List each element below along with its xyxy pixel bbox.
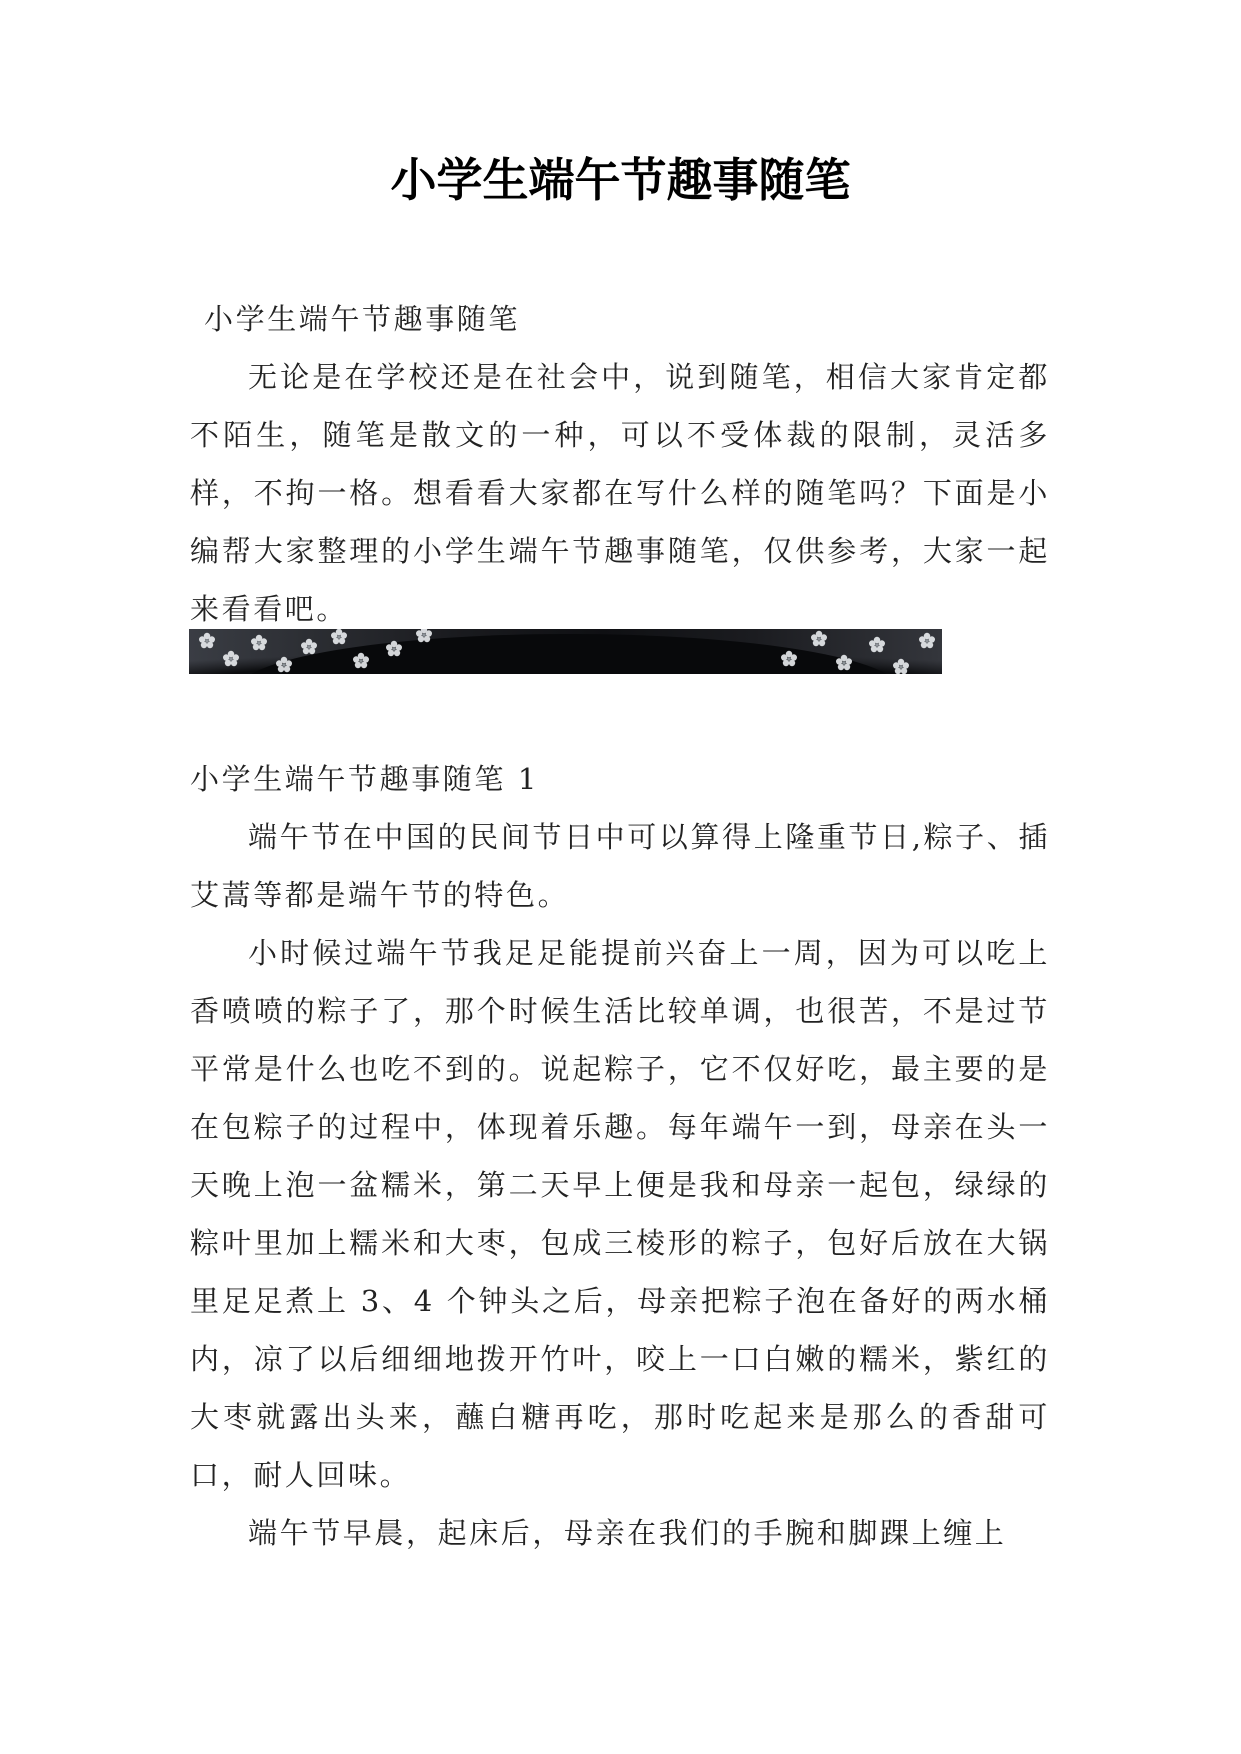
intro-paragraph: 无论是在学校还是在社会中，说到随笔，相信大家肯定都不陌生，随笔是散文的一种，可以不受体裁的限制，灵活多样，不拘一格。想看看大家都在写什么样的随笔吗？下面是小编帮大家整理的小学生端午节趣事随笔，仅供参考，大家一起来看看吧。	[190, 360, 1050, 626]
document-title: 小学生端午节趣事随笔	[390, 153, 851, 207]
section-1-heading: 小学生端午节趣事随笔 1	[190, 762, 539, 796]
decorative-photo-strip	[189, 629, 942, 674]
intro-section	[190, 290, 1050, 638]
section-1-paragraph-3: 端午节早晨，起床后，母亲在我们的手腕和脚踝上缠上	[248, 1516, 1007, 1550]
section-1-paragraph-1: 端午节在中国的民间节日中可以算得上隆重节日,粽子、插艾蒿等都是端午节的特色。	[190, 820, 1050, 912]
intro-heading: 小学生端午节趣事随笔	[204, 302, 521, 336]
section-1-paragraph-2: 小时候过端午节我足足能提前兴奋上一周，因为可以吃上香喷喷的粽子了，那个时候生活比较单调，也很苦，不是过节平常是什么也吃不到的。说起粽子，它不仅好吃，最主要的是在包粽子的过程中，体现着乐趣。每年端午一到，母亲在头一天晚上泡一盆糯米，第二天早上便是我和母亲一起包，绿绿的粽叶里加上糯米和大枣，包成三棱形的粽子，包好后放在大锅里足足煮上 3、4 个钟头之后，母亲把粽子泡在备好的两水桶内，凉了以后细细地拨开竹叶，咬上一口白嫩的糯米，紫红的大枣就露出头来，蘸白糖再吃，那时吃起来是那么的香甜可口，耐人回味。	[190, 936, 1050, 1492]
section-1	[190, 750, 1050, 1562]
flower-pattern-image	[189, 629, 942, 674]
